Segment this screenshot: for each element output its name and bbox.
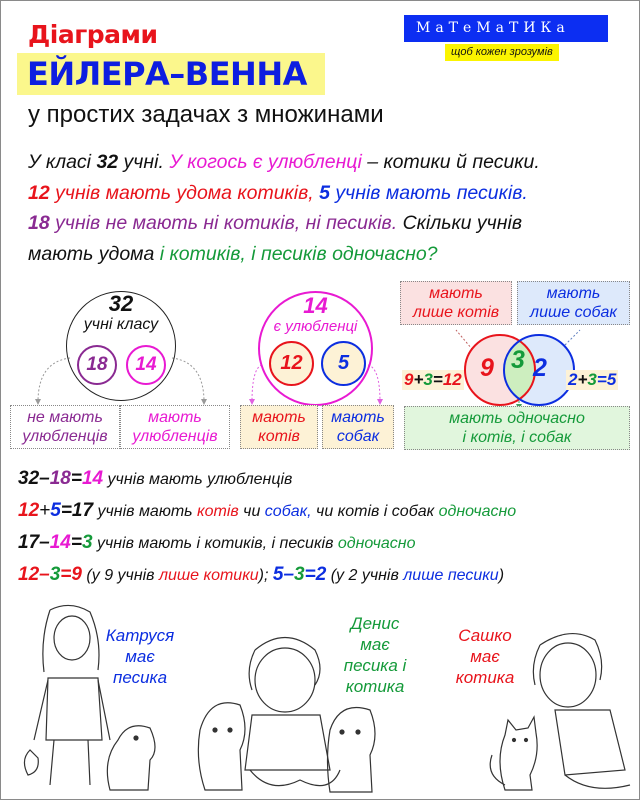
caption-denys xyxy=(330,613,420,697)
eq-part: =17 xyxy=(60,500,94,521)
problem-line2 xyxy=(28,178,628,209)
eq-part: 32 xyxy=(18,468,40,489)
text: учнів мають і котиків, і песиків xyxy=(92,535,338,552)
text: учнів мають xyxy=(93,503,198,520)
solution-row4 xyxy=(18,559,638,591)
class-label: учні класу xyxy=(83,316,159,333)
number: 12 xyxy=(28,181,50,204)
box-both xyxy=(404,406,630,450)
caption-line: має xyxy=(470,647,500,666)
no-pets-circle xyxy=(77,345,117,385)
caption-line: має xyxy=(360,635,390,654)
brand-logo: МаТеМаТИКа xyxy=(404,15,608,42)
pets-count: 14 xyxy=(135,354,157,375)
label: не мають xyxy=(27,409,103,426)
eq-part: 17– xyxy=(18,532,50,553)
text: лише котики xyxy=(158,567,259,584)
eq-part: 3 xyxy=(587,370,597,389)
pets-total: 14 xyxy=(303,293,328,318)
text: Скільки учнів xyxy=(397,212,523,234)
label: мають xyxy=(429,285,483,302)
label: і котів, і собак xyxy=(462,429,572,446)
cats-circle xyxy=(269,341,314,386)
no-pets-count: 18 xyxy=(86,354,108,375)
caption-line: Денис xyxy=(350,614,400,633)
eq-part: 3 xyxy=(423,370,433,389)
eq-part: 12 xyxy=(18,564,40,585)
box-cats xyxy=(240,405,318,449)
label: лише котів xyxy=(412,304,500,321)
title-line2: ЕЙЛЕРА–ВЕННА xyxy=(27,55,307,93)
pets-circle xyxy=(126,345,166,385)
eq-part: = xyxy=(596,370,607,389)
problem-line1 xyxy=(28,147,628,178)
label: мають xyxy=(148,409,202,426)
eq-part: =2 xyxy=(304,564,327,585)
eq-part: – xyxy=(39,468,50,489)
only-cats-count: 9 xyxy=(480,354,494,382)
caption-sashko xyxy=(445,625,525,688)
box-only-cats xyxy=(400,281,512,325)
text: одночасно xyxy=(337,535,416,552)
equation-cats xyxy=(402,370,464,390)
label: лише собак xyxy=(530,304,617,321)
text: учнів мають улюбленців xyxy=(103,471,293,488)
eq-part: – xyxy=(39,564,50,585)
solution-row3 xyxy=(18,527,638,559)
box-only-dogs xyxy=(517,281,630,325)
number: 32 xyxy=(96,151,119,173)
label: мають одночасно xyxy=(449,410,585,427)
text: У класі xyxy=(28,151,97,173)
box-with-pets xyxy=(120,405,230,449)
eq-part: = xyxy=(70,532,82,553)
number: 18 xyxy=(28,212,50,234)
cats-count: 12 xyxy=(280,352,303,374)
eq-part: 2 xyxy=(568,370,578,389)
text: (у 9 учнів xyxy=(81,567,159,584)
eq-part: 14 xyxy=(81,468,104,489)
eq-part: 5 xyxy=(50,500,61,521)
text: одночасно xyxy=(438,503,517,520)
eq-part: 9 xyxy=(404,370,414,389)
subtitle: у простих задачах з множинами xyxy=(28,101,384,128)
label: мають xyxy=(331,409,385,426)
eq-part: 3 xyxy=(294,564,305,585)
equation-dogs xyxy=(566,370,618,390)
problem-line3 xyxy=(28,208,628,239)
text: У когось є улюбленці xyxy=(169,151,362,173)
text: і котиків, і песиків одночасно? xyxy=(159,242,438,265)
text: – котики й песики. xyxy=(361,151,540,173)
eq-part: – xyxy=(283,564,295,585)
eq-part: 12 xyxy=(18,500,40,521)
caption-line: песика xyxy=(112,668,168,687)
label: котів xyxy=(258,428,300,445)
eq-part: + xyxy=(413,370,424,389)
eq-part: 14 xyxy=(49,532,71,553)
box-dogs xyxy=(322,405,394,449)
solution-row1 xyxy=(18,463,638,495)
label: улюбленців xyxy=(22,428,108,445)
solution-steps xyxy=(18,463,638,591)
box-no-pets xyxy=(10,405,120,449)
dogs-circle xyxy=(321,341,366,386)
dogs-count: 5 xyxy=(337,352,350,374)
label: мають xyxy=(252,409,306,426)
class-total: 32 xyxy=(108,291,134,316)
solution-row2 xyxy=(18,495,638,527)
number: 5 xyxy=(319,181,330,204)
text: учнів мають песиків. xyxy=(329,181,528,204)
eq-part: 18 xyxy=(49,468,71,489)
eq-part: = xyxy=(70,468,82,489)
caption-line: Катруся xyxy=(105,626,175,645)
brand-tagline: щоб кожен зрозумів xyxy=(445,44,559,61)
caption-line: Сашко xyxy=(458,626,512,645)
only-dogs-count: 2 xyxy=(533,354,547,382)
text: чи котів і собак xyxy=(311,503,439,520)
both-count: 3 xyxy=(511,346,525,374)
text: лише песики xyxy=(403,567,499,584)
pets-label: є улюбленці xyxy=(273,318,358,335)
problem-text xyxy=(28,147,628,269)
label: улюбленців xyxy=(132,428,218,445)
eq-part: + xyxy=(577,370,588,389)
text: котів xyxy=(197,503,239,520)
eq-part: =9 xyxy=(60,564,82,585)
title-highlight xyxy=(17,53,325,95)
eq-part: 5 xyxy=(606,370,617,389)
text: учнів мають удома котиків, xyxy=(49,181,320,204)
eq-part: 3 xyxy=(49,564,61,585)
eq-part: + xyxy=(39,500,51,521)
text: собак, xyxy=(264,503,312,520)
text: учні. xyxy=(118,151,170,173)
eq-part: 12 xyxy=(442,370,462,389)
eq-part: 3 xyxy=(81,532,93,553)
caption-katrusia xyxy=(95,625,185,688)
label: мають xyxy=(546,285,601,302)
text: учнів не мають ні котиків, ні песиків. xyxy=(49,212,398,234)
caption-line: котика xyxy=(455,668,515,687)
text: мають удома xyxy=(28,242,160,265)
eq-part: 5 xyxy=(272,564,284,585)
problem-line4 xyxy=(28,239,628,270)
text: чи xyxy=(238,503,265,520)
label: собак xyxy=(336,428,380,445)
text: (у 2 учнів xyxy=(326,567,404,584)
title-line1: Діаграми xyxy=(28,20,158,49)
text: ) xyxy=(498,567,505,584)
text: ); xyxy=(258,567,273,584)
caption-line: котика xyxy=(345,677,405,696)
eq-part: = xyxy=(432,370,443,389)
caption-line: має xyxy=(125,647,155,666)
caption-line: песика і xyxy=(343,656,407,675)
